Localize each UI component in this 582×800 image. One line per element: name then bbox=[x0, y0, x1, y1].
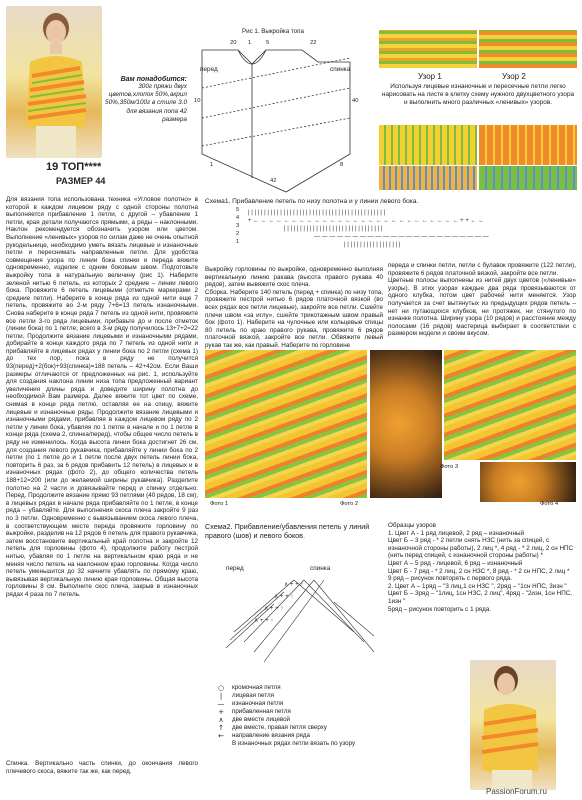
photo-1 bbox=[205, 350, 367, 498]
swatch-chart-4 bbox=[479, 166, 577, 190]
swatch-label-1: Узор 1 bbox=[418, 72, 442, 81]
legend-symbol: ∧ bbox=[218, 716, 224, 724]
legend-text: направление вязания ряда bbox=[232, 732, 310, 739]
legend-row bbox=[214, 716, 384, 724]
row-number: 1 bbox=[236, 239, 240, 245]
legend-symbol: — bbox=[217, 700, 225, 708]
svg-text:∧ + + ↑: ∧ + + ↑ bbox=[254, 618, 274, 624]
model-title: 19 ТОП**** bbox=[46, 161, 102, 173]
scheme-1-chart bbox=[244, 206, 578, 250]
model-photo bbox=[6, 6, 102, 158]
label-back: спинка bbox=[330, 66, 351, 73]
materials-text: 300г пряжи двух цветов,хлопок 50%,акрил 50%,350м/100г в стиле 3.0 для вязания попа 42 размера bbox=[105, 83, 187, 123]
legend-text: две вместе, правая петля сверху bbox=[232, 724, 327, 731]
dim-label: 10 bbox=[194, 98, 201, 104]
watermark: PassionForum.ru bbox=[486, 787, 547, 796]
instructions-column-2: Выкройку горловины по выкройке, одновременно выполняя вертикальную линию ракава (высота правого рукава 40 рядов), затем вывяжите скос плеча. Сборка. Наберите 140 петель (перед + спинка) по низу топа, провяжите пестрой нитью 6 рядов платочной вязкой (во всех рядах все петли лицевые), закройте все петли. Сшейте плечи швом «за иглу», сшейте трикотажным швом правый бок (фото 1). Наберите на чулочные или кольцевые спицы 80 петель по краю правого рукава, провяжите 6 рядов платочной вязкой, закройте все петли. Обвяжите левый рукав так же, как правый. Наберите по горловине bbox=[205, 266, 383, 349]
swatch-chart-3 bbox=[379, 166, 477, 190]
legend-symbol: ← bbox=[218, 732, 224, 740]
swatch-chart-2 bbox=[479, 125, 577, 165]
model-size: РАЗМЕР 44 bbox=[56, 176, 106, 186]
photo-3 bbox=[444, 350, 576, 460]
label-front: перед bbox=[200, 66, 218, 73]
legend-row bbox=[214, 724, 384, 732]
legend-row bbox=[214, 732, 384, 740]
legend-row bbox=[214, 708, 384, 716]
photo-3-label: Фото 3 bbox=[440, 464, 459, 470]
swatch-label-2: Узор 2 bbox=[502, 72, 526, 81]
figure-1 bbox=[190, 28, 368, 206]
svg-text:∧ + + ↑: ∧ + + ↑ bbox=[284, 582, 304, 588]
dim-label: 8 bbox=[340, 162, 344, 168]
legend-row bbox=[214, 684, 384, 692]
legend-text: лицевая петля bbox=[232, 692, 274, 699]
row-number: 3 bbox=[236, 223, 240, 229]
photo-4-label: Фото 4 bbox=[540, 501, 559, 507]
legend-row bbox=[214, 692, 384, 700]
svg-text:∧ + + ↑: ∧ + + ↑ bbox=[264, 606, 284, 612]
svg-text:| | | | | | | | | | | | | | |: | | | | | | | | | | | | | | | | | | | | | | | | | | | | | | | | | | | | | | | | | | | bbox=[248, 210, 386, 216]
svg-text:+ ← ← ← ← ← ← ← ← ← ← ← ← ← ←: + ← ← ← ← ← ← ← ← ← ← ← ← ← ← ← ← ← ← ← ← ← ← ← ← ← ← ← + + ← ← bbox=[248, 218, 485, 224]
swatch-chart-1 bbox=[379, 125, 477, 165]
photo-4 bbox=[480, 462, 576, 502]
materials-block bbox=[105, 76, 187, 124]
svg-text:∧ + + ↑: ∧ + + ↑ bbox=[274, 594, 294, 600]
svg-text:| | | | | | | | | | | | | | |: | | | | | | | | | | | | | | | | | | | | | | | | | | | | | | | bbox=[284, 226, 383, 232]
legend-text: кромочная петля bbox=[232, 684, 281, 691]
scheme-2-label-back: спинка bbox=[310, 565, 331, 572]
photo-2-label: Фото 2 bbox=[340, 501, 359, 507]
swatch-description: Используя лицевые изнаночные и пересечные петли легко нарисовать на листе в клетку схему нужного двухцветного узора и выполнить много различных «ленивых» узоров. bbox=[381, 83, 575, 107]
pattern-diagram bbox=[190, 28, 368, 206]
legend bbox=[214, 684, 384, 748]
svg-text:| | | | | | | | | | | | | | |: | | | | | | | | | | | | | | | | | | bbox=[344, 242, 401, 248]
legend-text: прибавленная петля bbox=[232, 708, 291, 715]
legend-symbol: ○ bbox=[217, 684, 225, 692]
swatch-pattern-2 bbox=[479, 30, 577, 68]
photo-1-label: Фото 1 bbox=[210, 501, 229, 507]
instructions-back: Спинка. Вертикально часть спинки, до окончания левого плечевого скоса, вяжите так же, как перед. bbox=[6, 760, 200, 775]
legend-row bbox=[214, 700, 384, 708]
dim-label: 20 bbox=[230, 40, 237, 46]
legend-text: В изнаночных рядах петли вязать по узору bbox=[232, 740, 356, 747]
instructions-column-3: переда и спинки петли, петли с булавок провяжите (122 петли), провяжите 6 рядов платочной вязкой, закройте все петли. Цветные полосы выполнены из нитей двух цветов («ленивые» узоры). В этих узорах каждые два ряда провязываются от одного клубка, потом цвет рабочей нити меняется. Узор получается за счет вытянутых из предыдущих рядов петель – нет ни путающихся клубков, ни протяжек, ни стянутого по изнанке полотна. Ширину узора (10 рядов) и расстояние между полосами (16 рядов) мастерица выбирает в соответствии с размером модели и своим вкусом. bbox=[388, 262, 576, 338]
scheme-2-caption: Схема2. Прибавление/убавления петель у линий правого (шов) и левого боков. bbox=[205, 522, 370, 540]
swatch-pattern-1 bbox=[379, 30, 477, 68]
dim-label: 5 bbox=[266, 40, 270, 46]
scheme-2-chart bbox=[214, 572, 384, 680]
legend-text: изнаночная петля bbox=[232, 700, 284, 707]
materials-title: Вам понадобится: bbox=[120, 76, 187, 83]
model-illustration bbox=[6, 6, 102, 158]
legend-symbol: ↑ bbox=[218, 724, 224, 732]
row-number: 4 bbox=[236, 215, 240, 221]
dim-label: 40 bbox=[352, 98, 359, 104]
legend-symbol: | bbox=[219, 692, 223, 700]
dim-label: 1 bbox=[210, 162, 214, 168]
dim-label: 1 bbox=[248, 40, 252, 46]
scheme-2-label-front: перед bbox=[226, 565, 244, 572]
instructions-column-1: Для вязания топа использована техника «Угловое полотно» в которой в каждом лицевом ряду с одной стороны полотна выполняется прибавление 1 петли, с другой – убавление 1 петли, края детали получаются прямыми, а ряды – наклонными. Наклон рекомендуется обозначить узором или цветом. Выполнение «ленивых» узоров по силам даже не очень опытной рукодельнице, необходимо уметь вязать лицевые и изнаночные петли и переснимать направленные петли. Для удобства совмещения узора по линии бока спинки и переда вяжите одновременно, изделие с одним боковым швом. Подготовьте выкройку топа в натуральную величину (рис 1). Наберите зеленой нитью 6 петель, из которых 2 средние – линии левого бока. Провяжите 6 петель лицевыми (отметьте маркерами 2 средние петли). Наберите в конце ряда из одной нити еще 7 петель, провяжите во 2-м ряду 7+6=13 петель изнаночными. Снова наберите в конце ряда 7 петель из одной нити, провяжите все петли 3-го ряда лицевыми, прибавьте до и после отметок (линии бока) по 1 петле, всего в 3-м ряду получилось 13+7+2=22 петли. Продолжите вязание лицевыми и изнаночными рядами, добирайте в конце каждого ряда по 7 петель из одной нити и прибавляйте в лицевых рядах у линии бока по 2 петли (схема 1) до тех пор, пока в ряду не получится 93(перед)+2(бок)+93(спинка)=188 петель – 42+42см. Если Ваши размеры отличаются от предложенных на рис. 1, используйте для создания наклона линии низа топа предложенный вариант увеличения длины ряда и доведите ширину полотна до необходимой Вам размера. Далее вяжите тот цвет по схеме, снимая в конце ряда петлю, оставляя ее на спицу, вяжите лицевые и изнаночные ряды. Продолжите вязание лицевыми и изнаночными рядами, прибавляя в каждом лицевом ряду по 2 петли у линии бока, убавляя по 1 петле в начале и по 1 петле в конце ряда (схема 2, спинка/перед), чтобы общее число петель в ряду не изменилось. Когда высота линии бока достигнет 26 см, для создания левого рукавчика, прибавляйте у линии бока по 2 петли (по 1 петле до и 1 петле после двух петель линии бока, повторить 6 раз, за 6 рядов прибавить 12 петель) в лицевых и в изнаночных рядах (фото 2), до общего количества петель 188+12=200 (или до желаемой ширины рукавчика). Разделите полотно на 2 части и довязывайте перед и спинку отдельно. Перед. Продолжите вязание прямо 93 петлями (40 рядов, 18 см), в лицевых рядах в начале ряда прибавляйте по 1 петле, в конце ряда – убавляйте. Для выполнения скоса плеча закройте 9 раз по 3 петли. Одновременно с вывязыванием скоса левого плеча, в соответствующем месте переда провяжите горловину по выкройке, разделив на 12 рядов 6 петель для правого рукавчика, затем восстановите вертикальный край полотна и закройте 12 петель для горловины (фото 4), продолжите работу пестрой нитью, убавляя по 1 петле на вертикальном краю ряда и не меняя число петель на наклонном краю горловины. Когда число петель уменьшится до 32 начните убавлять по прямому краю, вывязывая вертикальную линию края горловины. Общая высота горловины 8 см. Выполните скос плеча, закрыв в изнаночных рядах 4 раза по 7 петель. bbox=[6, 196, 200, 598]
figure-1-caption: Рис 1. Выкройка топа bbox=[242, 28, 304, 35]
patterns-text: Образцы узоров 1. Цвет А - 1 ряд лицевой, 2 ряд – изнаночный Цвет Б – 3 ряд - * 2 петли снять НЗС (нить за спицей, с изнаночной стороны работы), 2 лиц *, 4 ряд - * 2 лиц, 2 сн НПС (нить перед спицей, с изнаночной стороны работы) * Цвет А – 5 ряд - лицевой, 6 ряд – изнаночный Цвет Б - 7 ряд - * 2 лиц, 2 сн НЗС *, 8 ряд - * 2 сн НПС, 2 лиц * 9 ряд – рисунок повторять с первого ряда. 2. Цвет А – 1ряд – "3 лиц,1 сн НЗС ", 2ряд – "1сн НПС, 3изн " Цвет Б – 3ряд – "1лиц, 1сн НЗС, 2 лиц", 4ряд - "2изн, 1сн НПС, 1изн " 5ряд – рисунок повторить с 1 ряда. bbox=[388, 522, 574, 613]
photo-2 bbox=[370, 350, 442, 498]
legend-symbol: + bbox=[218, 708, 224, 716]
legend-row bbox=[214, 740, 384, 748]
legend-text: две вместе лицевой bbox=[232, 716, 291, 723]
scheme-1-caption: Схема1. Прибавление петель по низу полотна и у линии левого бока. bbox=[205, 198, 419, 205]
dim-label: 42 bbox=[270, 178, 277, 184]
model-illustration-bottom bbox=[470, 660, 556, 790]
svg-text:— — — — — — — — — — — — — — —: — — — — — — — — — — — — — — — — — — — — — — — bbox=[314, 234, 489, 240]
row-number: 5 bbox=[236, 207, 240, 213]
dim-label: 22 bbox=[310, 40, 317, 46]
row-number: 2 bbox=[236, 231, 240, 237]
scheme-1-row-numbers bbox=[236, 206, 239, 246]
model-photo-bottom bbox=[470, 660, 556, 790]
